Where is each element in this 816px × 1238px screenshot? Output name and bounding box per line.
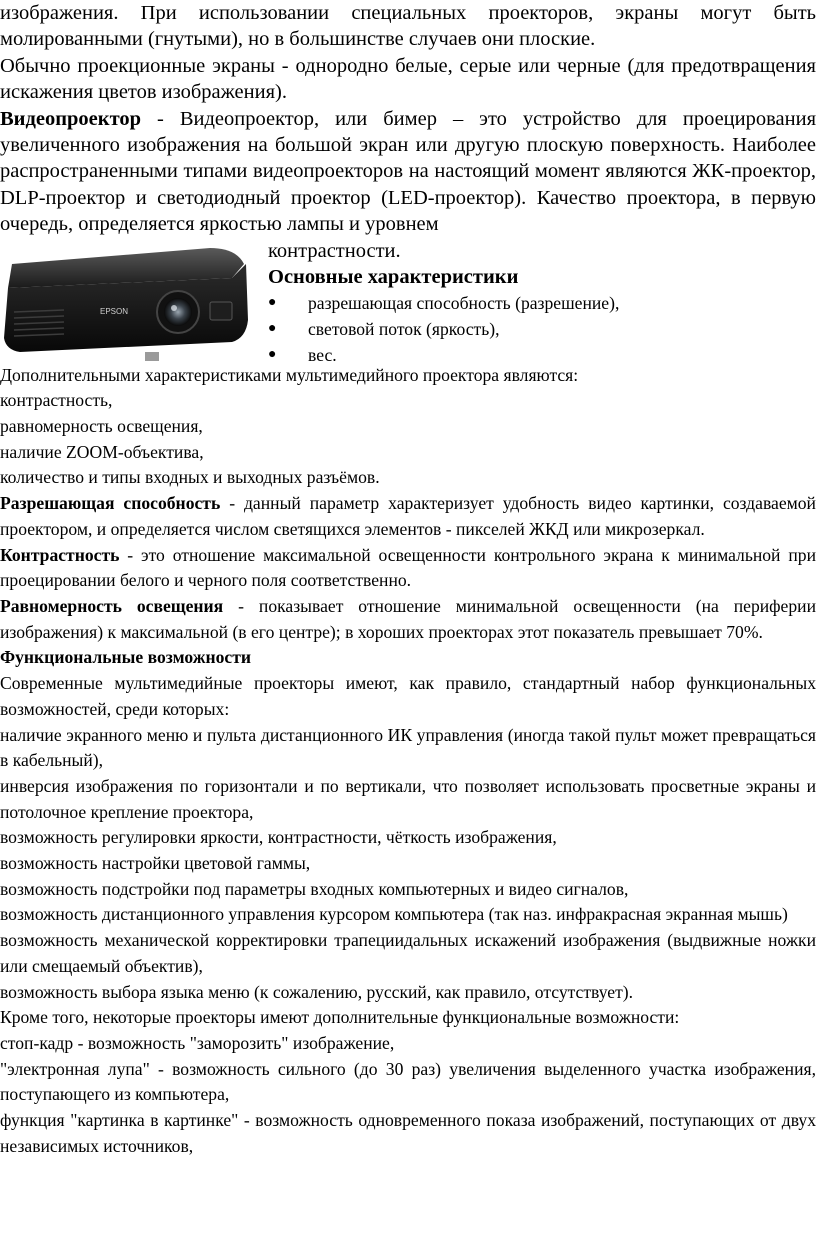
list-item: [268, 316, 816, 342]
functions-extra-intro: Кроме того, некоторые проекторы имеют дополнительные функциональные возможности:: [0, 1007, 680, 1028]
definition-text: - данный параметр характеризует удобность видео картинки, создаваемой проектором, и определяется числом светящихся элементов - пикселей ЖКД или микрозеркал.: [0, 493, 816, 539]
intro-paragraph: изображения. При использовании специальных проекторов, экраны могут быть молированными (гнутыми), но в большинстве случаев они плоские.: [0, 2, 816, 51]
extra-chars-item: наличие ZOOM-объектива,: [0, 441, 204, 462]
list-item-text: вес.: [308, 345, 337, 366]
functions-item: возможность дистанционного управления курсором компьютера (так наз. инфракрасная экранная мышь): [0, 904, 788, 925]
functions-item: инверсия изображения по горизонтали и по вертикали, что позволяет использовать просветные экраны и потолочное крепление проектора,: [0, 775, 816, 822]
definition-uniformity: [0, 594, 816, 645]
main-chars-list: [268, 290, 816, 368]
definition-term: Контрастность: [0, 544, 120, 565]
functions-item: возможность регулировки яркости, контрастности, чёткость изображения,: [0, 827, 557, 848]
extra-chars-intro: Дополнительными характеристиками мультимедийного проектора являются:: [0, 364, 579, 385]
list-item: [268, 290, 816, 316]
videoprojector-term: Видеопроектор: [0, 107, 142, 130]
list-item: [268, 342, 816, 368]
definition-text: - это отношение максимальной освещенности контрольного экрана к минимальной при проецировании белого и черного поля соответственно.: [0, 544, 816, 591]
functions-item: наличие экранного меню и пульта дистанционного ИК управления (иногда такой пульт может превращаться в кабельный),: [0, 724, 816, 771]
videoprojector-paragraph: [0, 106, 816, 238]
functions-heading-text: Функциональные возможности: [0, 647, 251, 668]
functions-item: возможность настройки цветовой гаммы,: [0, 853, 311, 874]
main-chars-heading: [268, 264, 816, 290]
bullet-icon: ●: [268, 321, 277, 337]
functions-extra-item: стоп-кадр - возможность "заморозить" изображение,: [0, 1032, 395, 1053]
definition-text: - показывает отношение минимальной освещенности (на периферии изображения) к максимальной (в его центре); в хороших проекторах этот показатель превышает 70%.: [0, 595, 816, 642]
main-chars-heading-text: Основные характеристики: [268, 266, 519, 289]
videoprojector-text: - Видеопроектор, или бимер – это устройство для проецирования увеличенного изображения на большой экран или другую плоскую поверхность. Наиболее распространенными типами видеопроекторов на настоящий момент являются ЖК-проектор, DLP-проектор и светодиодный проектор (LED-проектор). Качество проектора, в первую очередь, определяется яркостью лампы и уровнем: [0, 107, 816, 236]
functions-item: возможность механической корректировки трапециидальных искажений изображения (выдвижные ножки или смещаемый объектив),: [0, 930, 816, 976]
functions-extra-item: "электронная лупа" - возможность сильного (до 30 раз) увеличения выделенного участка изображения, поступающего из компьютера,: [0, 1058, 816, 1105]
extra-chars-item: равномерность освещения,: [0, 416, 203, 437]
projector-section: [0, 238, 816, 366]
definition-term: Разрешающая способность: [0, 493, 221, 514]
definition-term: Равномерность освещения: [0, 595, 224, 616]
list-item-text: световой поток (яркость),: [308, 319, 500, 340]
functions-item: возможность подстройки под параметры входных компьютерных и видео сигналов,: [0, 878, 629, 899]
functions-extra-item: функция "картинка в картинке" - возможность одновременного показа изображений, поступающих от двух независимых источников,: [0, 1110, 816, 1156]
functions-heading: [0, 645, 816, 671]
projector-side-text: [268, 238, 816, 369]
videoprojector-continuation: контрастности.: [268, 239, 401, 262]
functions-item: возможность выбора языка меню (к сожалению, русский, как правило, отсутствует).: [0, 981, 634, 1002]
projector-image: [0, 242, 250, 362]
projector-brand-label: EPSON: [100, 306, 129, 316]
definition-contrast: [0, 543, 816, 594]
definition-resolution: [0, 491, 816, 542]
screens-paragraph: Обычно проекционные экраны - однородно белые, серые или черные (для предотвращения искажения цветов изображения).: [0, 54, 816, 104]
list-item-text: разрешающая способность (разрешение),: [308, 293, 620, 314]
extra-chars-item: контрастность,: [0, 390, 113, 411]
functions-intro: Современные мультимедийные проекторы имеют, как правило, стандартный набор функциональных возможностей, среди которых:: [0, 673, 816, 719]
extra-chars-item: количество и типы входных и выходных разъёмов.: [0, 467, 380, 488]
bullet-icon: ●: [268, 347, 277, 363]
bullet-icon: ●: [268, 295, 277, 311]
